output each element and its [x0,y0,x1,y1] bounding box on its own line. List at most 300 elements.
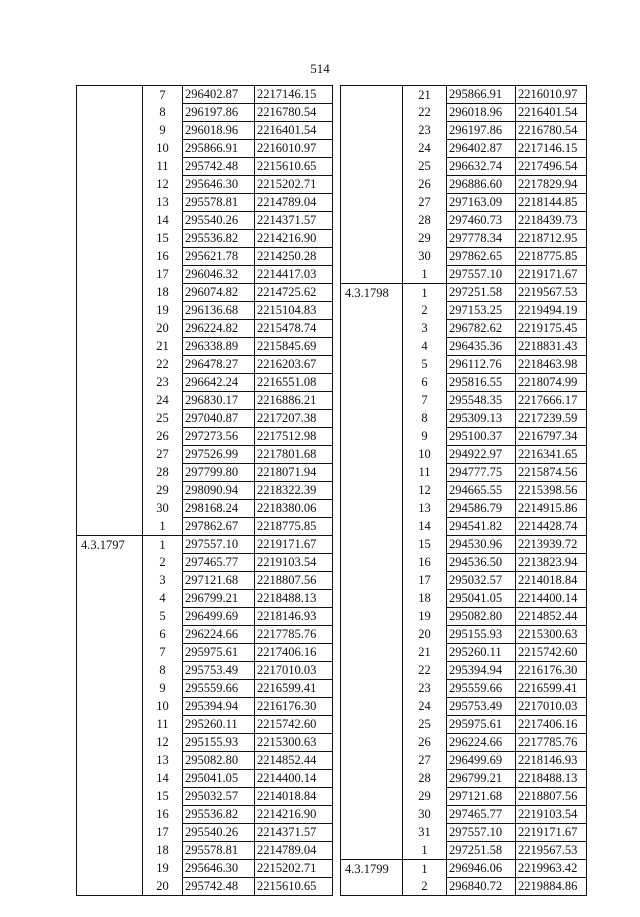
table-row [77,212,333,230]
point-cell: 23 [156,375,169,390]
lot-cell: 4.3.1799 [341,860,403,878]
x-coordinate-cell: 294541.82 [447,518,516,536]
lot-cell [341,428,403,446]
table-row [77,230,333,248]
coordinate-table-left [76,85,333,896]
lot-cell [77,446,143,464]
lot-cell [341,158,403,176]
y-coordinate-cell: 2214371.57 [255,212,333,230]
point-cell: 16 [156,249,169,264]
y-coordinate-cell: 2216886.21 [255,392,333,410]
point-cell: 24 [156,393,169,408]
y-coordinate-cell: 2217146.15 [516,140,587,158]
point-cell: 8 [159,105,166,120]
y-coordinate-cell: 2217406.16 [516,716,587,734]
point-cell: 26 [418,735,431,750]
lot-cell [341,464,403,482]
point-cell: 13 [156,753,169,768]
point-cell: 20 [143,878,183,896]
point-cell: 1 [403,842,447,860]
x-coordinate-cell: 295559.66 [183,680,255,698]
lot-cell [341,302,403,320]
lot-cell [77,158,143,176]
point-cell: 4 [421,339,428,354]
lot-cell [77,230,143,248]
lot-cell [341,194,403,212]
x-coordinate-cell: 296197.86 [183,104,255,122]
x-coordinate-cell: 296046.32 [183,266,255,284]
point-cell: 6 [421,375,428,390]
y-coordinate-cell: 2216401.54 [255,122,333,140]
table-row [341,374,587,392]
table-row [341,806,587,824]
y-coordinate-cell: 2214400.14 [255,770,333,788]
point-cell: 10 [156,141,169,156]
lot-cell [341,806,403,824]
table-row [77,428,333,446]
lot-cell [341,392,403,410]
x-coordinate-cell: 295578.81 [183,842,255,860]
x-coordinate-cell: 295578.81 [183,194,255,212]
lot-cell [341,482,403,500]
point-cell: 15 [156,789,169,804]
table-row [341,698,587,716]
lot-cell [77,374,143,392]
y-coordinate-cell: 2218322.39 [255,482,333,500]
y-coordinate-cell: 2215300.63 [516,626,587,644]
lot-cell [77,770,143,788]
y-coordinate-cell: 2215742.60 [255,716,333,734]
table-row [341,842,587,860]
lot-cell [341,554,403,572]
y-coordinate-cell: 2216010.97 [255,140,333,158]
x-coordinate-cell: 297163.09 [447,194,516,212]
lot-cell [341,878,403,896]
point-cell: 12 [156,735,169,750]
point-cell: 11 [156,717,169,732]
table-row [77,122,333,140]
lot-cell [341,752,403,770]
y-coordinate-cell: 2214789.04 [255,842,333,860]
table-row [77,320,333,338]
x-coordinate-cell: 297557.10 [183,536,255,554]
point-cell: 7 [159,645,166,660]
y-coordinate-cell: 2214417.03 [255,266,333,284]
y-coordinate-cell: 2218144.85 [516,194,587,212]
point-cell: 12 [418,483,431,498]
x-coordinate-cell: 295753.49 [447,698,516,716]
coordinate-table-right [340,85,587,896]
lot-cell [341,410,403,428]
x-coordinate-cell: 297251.58 [447,842,516,860]
lot-cell [341,374,403,392]
y-coordinate-cell: 2217801.68 [255,446,333,464]
lot-cell [341,788,403,806]
point-cell: 8 [421,411,428,426]
y-coordinate-cell: 2215742.60 [516,644,587,662]
lot-cell [77,518,143,536]
point-cell: 1 [403,266,447,284]
table-row [341,248,587,266]
x-coordinate-cell: 295536.82 [183,230,255,248]
lot-cell [341,320,403,338]
x-coordinate-cell: 296435.36 [447,338,516,356]
point-cell: 13 [156,195,169,210]
point-cell: 16 [418,555,431,570]
point-cell: 29 [418,231,431,246]
point-cell: 28 [418,213,431,228]
table-row [77,860,333,878]
table-row [341,320,587,338]
y-coordinate-cell: 2218071.94 [255,464,333,482]
point-cell: 25 [418,717,431,732]
y-coordinate-cell: 2217496.54 [516,158,587,176]
table-row [341,392,587,410]
y-coordinate-cell: 2218146.93 [255,608,333,626]
y-coordinate-cell: 2218074.99 [516,374,587,392]
lot-cell [77,356,143,374]
x-coordinate-cell: 294530.96 [447,536,516,554]
x-coordinate-cell: 296886.60 [447,176,516,194]
x-coordinate-cell: 295394.94 [183,698,255,716]
y-coordinate-cell: 2219567.53 [516,284,587,302]
y-coordinate-cell: 2218488.13 [255,590,333,608]
x-coordinate-cell: 296946.06 [447,860,516,878]
x-coordinate-cell: 294922.97 [447,446,516,464]
y-coordinate-cell: 2217785.76 [255,626,333,644]
point-cell: 9 [159,123,166,138]
point-cell: 25 [418,159,431,174]
lot-cell [77,608,143,626]
x-coordinate-cell: 295975.61 [183,644,255,662]
point-cell: 24 [418,141,431,156]
x-coordinate-cell: 297251.58 [447,284,516,302]
table-row [341,284,587,302]
lot-cell [77,320,143,338]
point-cell: 28 [418,771,431,786]
y-coordinate-cell: 2214852.44 [255,752,333,770]
x-coordinate-cell: 295866.91 [447,86,516,104]
x-coordinate-cell: 295100.37 [447,428,516,446]
table-row [341,734,587,752]
table-row [77,572,333,590]
table-row [77,374,333,392]
lot-cell [341,842,403,860]
y-coordinate-cell: 2216797.34 [516,428,587,446]
point-cell: 23 [418,681,431,696]
y-coordinate-cell: 2213823.94 [516,554,587,572]
point-cell: 9 [421,429,428,444]
point-cell: 19 [156,861,169,876]
lot-cell [77,140,143,158]
lot-cell [77,248,143,266]
y-coordinate-cell: 2214789.04 [255,194,333,212]
point-cell: 10 [418,447,431,462]
table-row [77,716,333,734]
table-row [341,536,587,554]
lot-cell [341,536,403,554]
lot-cell [341,572,403,590]
x-coordinate-cell: 297862.67 [183,518,255,536]
y-coordinate-cell: 2214250.28 [255,248,333,266]
lot-cell [341,608,403,626]
y-coordinate-cell: 2214371.57 [255,824,333,842]
point-cell: 1 [403,860,447,878]
x-coordinate-cell: 297273.56 [183,428,255,446]
x-coordinate-cell: 297465.77 [183,554,255,572]
y-coordinate-cell: 2219103.54 [255,554,333,572]
lot-cell [77,392,143,410]
lot-cell [77,734,143,752]
lot-cell [77,104,143,122]
y-coordinate-cell: 2219103.54 [516,806,587,824]
table-row [341,122,587,140]
y-coordinate-cell: 2217785.76 [516,734,587,752]
x-coordinate-cell: 295646.30 [183,860,255,878]
lot-cell [77,500,143,518]
x-coordinate-cell: 295742.48 [183,878,255,896]
lot-cell [77,302,143,320]
y-coordinate-cell: 2214216.90 [255,230,333,248]
lot-cell [77,284,143,302]
point-cell: 11 [418,465,431,480]
point-cell: 4 [159,591,166,606]
x-coordinate-cell: 294777.75 [447,464,516,482]
table-row [341,770,587,788]
x-coordinate-cell: 295032.57 [447,572,516,590]
table-row [77,536,333,554]
y-coordinate-cell: 2217239.59 [516,410,587,428]
table-row [77,338,333,356]
x-coordinate-cell: 295548.35 [447,392,516,410]
y-coordinate-cell: 2219884.86 [516,878,587,896]
x-coordinate-cell: 295260.11 [447,644,516,662]
x-coordinate-cell: 295866.91 [183,140,255,158]
y-coordinate-cell: 2213939.72 [516,536,587,554]
point-cell: 22 [418,663,431,678]
table-row [77,842,333,860]
y-coordinate-cell: 2214018.84 [255,788,333,806]
point-cell: 22 [156,357,169,372]
table-row [341,266,587,284]
lot-cell [77,266,143,284]
y-coordinate-cell: 2214216.90 [255,806,333,824]
point-cell: 29 [418,789,431,804]
x-coordinate-cell: 295041.05 [183,770,255,788]
point-cell: 5 [421,357,428,372]
y-coordinate-cell: 2218439.73 [516,212,587,230]
lot-cell [77,626,143,644]
x-coordinate-cell: 295646.30 [183,176,255,194]
table-row [77,734,333,752]
table-row [77,644,333,662]
y-coordinate-cell: 2218463.98 [516,356,587,374]
lot-cell [77,842,143,860]
table-row [77,392,333,410]
y-coordinate-cell: 2217207.38 [255,410,333,428]
table-row [77,806,333,824]
point-cell: 25 [156,411,169,426]
table-row [77,446,333,464]
lot-cell [77,788,143,806]
lot-cell [341,248,403,266]
y-coordinate-cell: 2219171.67 [255,536,333,554]
x-coordinate-cell: 296136.68 [183,302,255,320]
x-coordinate-cell: 296018.96 [447,104,516,122]
x-coordinate-cell: 295540.26 [183,824,255,842]
x-coordinate-cell: 295155.93 [183,734,255,752]
lot-cell [77,122,143,140]
y-coordinate-cell: 2216401.54 [516,104,587,122]
point-cell: 31 [418,825,431,840]
lot-cell [341,716,403,734]
x-coordinate-cell: 297778.34 [447,230,516,248]
lot-cell [341,104,403,122]
table-row [77,878,333,896]
table-row [341,644,587,662]
point-cell: 2 [403,878,447,896]
lot-cell [77,482,143,500]
lot-cell [77,662,143,680]
table-row [341,518,587,536]
x-coordinate-cell: 297799.80 [183,464,255,482]
point-cell: 7 [421,393,428,408]
point-cell: 7 [143,86,183,104]
table-row [77,518,333,536]
x-coordinate-cell: 295559.66 [447,680,516,698]
x-coordinate-cell: 295816.55 [447,374,516,392]
y-coordinate-cell: 2214915.86 [516,500,587,518]
lot-cell [341,446,403,464]
point-cell: 22 [418,105,431,120]
x-coordinate-cell: 297040.87 [183,410,255,428]
y-coordinate-cell: 2214400.14 [516,590,587,608]
y-coordinate-cell: 2218712.95 [516,230,587,248]
table-row [341,86,587,104]
y-coordinate-cell: 2217512.98 [255,428,333,446]
point-cell: 23 [418,123,431,138]
y-coordinate-cell: 2215610.65 [255,878,333,896]
point-cell: 10 [156,699,169,714]
point-cell: 29 [156,483,169,498]
y-coordinate-cell: 2218146.93 [516,752,587,770]
y-coordinate-cell: 2218775.85 [516,248,587,266]
table-row [341,194,587,212]
y-coordinate-cell: 2215845.69 [255,338,333,356]
lot-cell [341,266,403,284]
x-coordinate-cell: 296224.66 [183,626,255,644]
point-cell: 3 [421,321,428,336]
point-cell: 19 [418,609,431,624]
x-coordinate-cell: 297557.10 [447,266,516,284]
point-cell: 1 [403,284,447,302]
point-cell: 6 [159,627,166,642]
y-coordinate-cell: 2217010.03 [255,662,333,680]
point-cell: 20 [418,627,431,642]
x-coordinate-cell: 296499.69 [183,608,255,626]
x-coordinate-cell: 296224.82 [183,320,255,338]
y-coordinate-cell: 2216551.08 [255,374,333,392]
lot-cell [77,644,143,662]
table-row [77,770,333,788]
table-row [77,356,333,374]
table-row [341,626,587,644]
y-coordinate-cell: 2215202.71 [255,176,333,194]
x-coordinate-cell: 296642.24 [183,374,255,392]
lot-cell [77,212,143,230]
x-coordinate-cell: 296830.17 [183,392,255,410]
table-row [77,158,333,176]
y-coordinate-cell: 2216203.67 [255,356,333,374]
point-cell: 24 [418,699,431,714]
lot-cell [77,878,143,896]
x-coordinate-cell: 296782.62 [447,320,516,338]
table-row [341,230,587,248]
point-cell: 30 [418,807,431,822]
table-row [77,626,333,644]
y-coordinate-cell: 2217010.03 [516,698,587,716]
x-coordinate-cell: 295753.49 [183,662,255,680]
lot-cell [77,716,143,734]
lot-cell [341,680,403,698]
y-coordinate-cell: 2214852.44 [516,608,587,626]
y-coordinate-cell: 2216599.41 [255,680,333,698]
x-coordinate-cell: 295975.61 [447,716,516,734]
table-row [341,500,587,518]
point-cell: 18 [156,285,169,300]
lot-cell [341,86,403,104]
y-coordinate-cell: 2215202.71 [255,860,333,878]
point-cell: 21 [403,86,447,104]
y-coordinate-cell: 2214018.84 [516,572,587,590]
y-coordinate-cell: 2219567.53 [516,842,587,860]
lot-cell [341,500,403,518]
table-row [341,356,587,374]
point-cell: 1 [143,536,183,554]
table-row [341,860,587,878]
table-row [77,104,333,122]
lot-cell [341,824,403,842]
point-cell: 15 [156,231,169,246]
lot-cell [341,518,403,536]
point-cell: 14 [156,213,169,228]
point-cell: 3 [159,573,166,588]
table-row [77,500,333,518]
table-row [341,428,587,446]
table-row [77,608,333,626]
x-coordinate-cell: 295260.11 [183,716,255,734]
x-coordinate-cell: 297121.68 [183,572,255,590]
point-cell: 20 [156,321,169,336]
y-coordinate-cell: 2217406.16 [255,644,333,662]
table-row [341,104,587,122]
table-row [341,158,587,176]
x-coordinate-cell: 298090.94 [183,482,255,500]
table-row [341,716,587,734]
y-coordinate-cell: 2218380.06 [255,500,333,518]
x-coordinate-cell: 296197.86 [447,122,516,140]
x-coordinate-cell: 296112.76 [447,356,516,374]
table-row [341,446,587,464]
lot-cell [77,428,143,446]
lot-cell [341,122,403,140]
y-coordinate-cell: 2219963.42 [516,860,587,878]
point-cell: 2 [421,303,428,318]
lot-cell [341,626,403,644]
x-coordinate-cell: 295082.80 [183,752,255,770]
y-coordinate-cell: 2218807.56 [516,788,587,806]
point-cell: 30 [156,501,169,516]
